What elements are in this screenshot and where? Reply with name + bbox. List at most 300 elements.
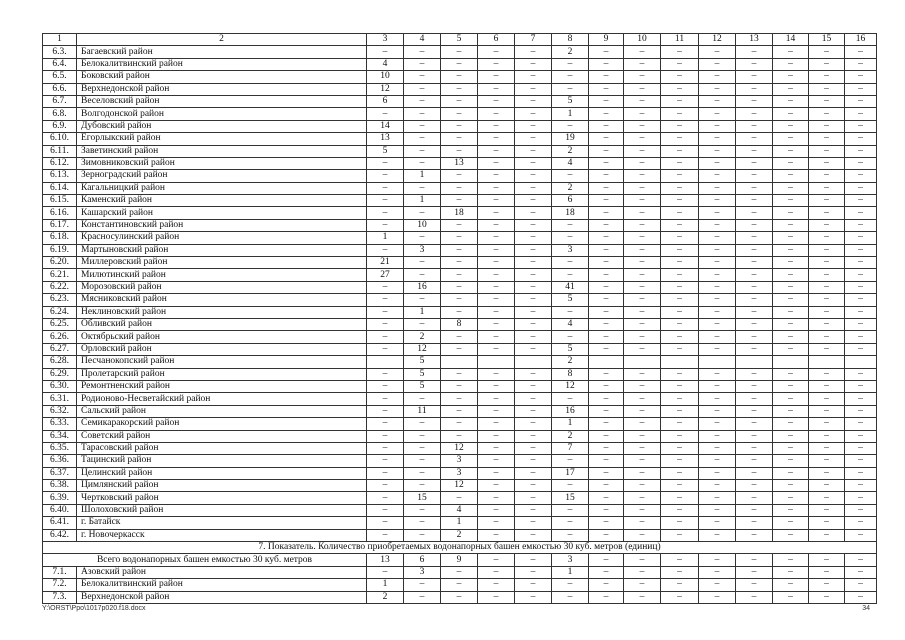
table-cell: – — [552, 579, 589, 591]
table-cell: – — [699, 108, 736, 120]
table-cell: – — [624, 517, 661, 529]
table-cell: – — [515, 244, 552, 256]
table-cell: – — [809, 257, 845, 269]
table-cell: 11 — [404, 405, 441, 417]
table-cell: – — [736, 566, 773, 578]
table-cell: – — [809, 182, 845, 194]
table-cell: – — [699, 269, 736, 281]
table-cell: Каменский район — [77, 195, 367, 207]
table-row — [43, 269, 877, 281]
table-cell: Неклиновский район — [77, 306, 367, 318]
table-cell: – — [661, 95, 699, 107]
table-cell: – — [736, 480, 773, 492]
table-cell: – — [624, 492, 661, 504]
table-cell: – — [845, 380, 877, 392]
table-cell: – — [589, 579, 624, 591]
table-cell: 18 — [441, 207, 478, 219]
table-cell: 9 — [589, 34, 624, 46]
table-cell: – — [624, 430, 661, 442]
table-cell: 6.34. — [43, 430, 77, 442]
table-cell: – — [736, 504, 773, 516]
table-cell: – — [515, 58, 552, 70]
table-cell: Константиновский район — [77, 219, 367, 231]
table-cell: – — [699, 566, 736, 578]
table-row — [43, 257, 877, 269]
header-row — [43, 34, 877, 46]
table-cell: – — [845, 182, 877, 194]
table-cell: – — [589, 467, 624, 479]
table-cell: 6.41. — [43, 517, 77, 529]
table-cell: – — [404, 46, 441, 58]
table-cell: – — [661, 120, 699, 132]
table-cell: – — [845, 83, 877, 95]
table-cell: – — [845, 170, 877, 182]
table-cell: – — [589, 306, 624, 318]
table-cell: – — [809, 108, 845, 120]
table-cell: – — [736, 207, 773, 219]
table-cell: – — [736, 83, 773, 95]
table-cell: 5 — [404, 356, 441, 368]
table-cell — [589, 356, 624, 368]
table-cell: – — [661, 566, 699, 578]
table-cell: – — [404, 58, 441, 70]
table-cell: – — [809, 46, 845, 58]
table-cell: – — [589, 480, 624, 492]
table-cell: – — [478, 71, 515, 83]
table-cell: – — [478, 281, 515, 293]
table-cell: – — [699, 95, 736, 107]
table-cell: – — [478, 504, 515, 516]
table-cell: – — [478, 244, 515, 256]
table-cell: – — [515, 318, 552, 330]
table-cell — [773, 356, 809, 368]
table-cell: – — [367, 529, 404, 541]
table-cell: – — [441, 430, 478, 442]
table-cell: – — [736, 306, 773, 318]
table-cell: – — [441, 195, 478, 207]
table-cell — [515, 356, 552, 368]
table-cell: 9 — [441, 554, 478, 566]
table-cell: 1 — [404, 306, 441, 318]
table-cell: – — [624, 442, 661, 454]
table-cell: – — [367, 504, 404, 516]
table-cell: – — [845, 219, 877, 231]
table-cell: 6.29. — [43, 368, 77, 380]
table-cell: – — [589, 430, 624, 442]
table-cell: – — [624, 318, 661, 330]
table-cell: 11 — [661, 34, 699, 46]
table-cell: – — [478, 219, 515, 231]
table-cell: – — [699, 157, 736, 169]
table-cell: 12 — [441, 480, 478, 492]
table-cell: – — [552, 170, 589, 182]
table-cell: – — [478, 108, 515, 120]
section-title: 7. Показатель. Количество приобретаемых водонапорных башен емкостью 30 куб. метров (единиц) — [43, 542, 877, 554]
table-cell: – — [404, 120, 441, 132]
table-cell: – — [624, 331, 661, 343]
table-cell: – — [809, 232, 845, 244]
table-cell: – — [367, 170, 404, 182]
table-cell: – — [773, 566, 809, 578]
table-cell: – — [736, 579, 773, 591]
table-cell: 13 — [367, 133, 404, 145]
table-cell: – — [478, 368, 515, 380]
table-cell: – — [589, 71, 624, 83]
table-cell: Белокалитвинский район — [77, 579, 367, 591]
table-cell: – — [809, 480, 845, 492]
table-cell: – — [773, 257, 809, 269]
table-cell: – — [661, 170, 699, 182]
table-cell: – — [624, 133, 661, 145]
table-cell: – — [515, 46, 552, 58]
table-cell: – — [845, 442, 877, 454]
table-cell: – — [589, 455, 624, 467]
table-cell: – — [515, 83, 552, 95]
table-cell: 4 — [367, 58, 404, 70]
table-cell: 6.14. — [43, 182, 77, 194]
table-cell: – — [589, 554, 624, 566]
table-cell: – — [699, 244, 736, 256]
table-cell: – — [845, 455, 877, 467]
table-cell: – — [736, 331, 773, 343]
table-cell: – — [515, 294, 552, 306]
table-cell: – — [661, 219, 699, 231]
table-cell: – — [773, 393, 809, 405]
table-cell: – — [699, 281, 736, 293]
table-cell: – — [515, 306, 552, 318]
table-cell: – — [773, 232, 809, 244]
table-cell: – — [478, 393, 515, 405]
table-cell: 6.13. — [43, 170, 77, 182]
table-row — [43, 46, 877, 58]
table-cell: 1 — [552, 566, 589, 578]
table-cell: Обливский район — [77, 318, 367, 330]
table-cell: – — [367, 294, 404, 306]
table-cell: – — [478, 430, 515, 442]
table-cell: – — [661, 108, 699, 120]
table-cell: – — [515, 182, 552, 194]
table-cell: – — [441, 368, 478, 380]
table-cell: Белокалитвинский район — [77, 58, 367, 70]
table-cell: – — [515, 108, 552, 120]
data-table — [42, 33, 877, 604]
table-cell: – — [845, 58, 877, 70]
table-cell: – — [515, 504, 552, 516]
table-cell: – — [845, 281, 877, 293]
table-cell: – — [845, 195, 877, 207]
table-cell: – — [699, 207, 736, 219]
table-cell: – — [404, 257, 441, 269]
table-cell: 6.6. — [43, 83, 77, 95]
table-row — [43, 318, 877, 330]
table-cell: – — [809, 442, 845, 454]
table-cell: – — [624, 157, 661, 169]
table-cell: – — [478, 591, 515, 603]
table-cell: – — [478, 554, 515, 566]
table-cell: – — [589, 58, 624, 70]
table-cell: – — [367, 455, 404, 467]
table-row — [43, 343, 877, 355]
table-cell: – — [809, 318, 845, 330]
table-cell: 1 — [367, 579, 404, 591]
table-cell: – — [441, 281, 478, 293]
table-cell: – — [624, 46, 661, 58]
table-cell: 12 — [552, 380, 589, 392]
table-cell: Кашарский район — [77, 207, 367, 219]
table-cell: – — [845, 529, 877, 541]
table-cell: 6.28. — [43, 356, 77, 368]
table-cell: – — [367, 244, 404, 256]
table-cell: – — [699, 257, 736, 269]
table-cell: Октябрьский район — [77, 331, 367, 343]
table-cell: – — [367, 405, 404, 417]
table-cell: – — [773, 157, 809, 169]
table-row — [43, 281, 877, 293]
table-cell: Верхнедонской район — [77, 83, 367, 95]
table-cell: – — [404, 145, 441, 157]
table-cell: – — [736, 120, 773, 132]
table-cell: – — [661, 418, 699, 430]
table-cell: – — [478, 157, 515, 169]
table-cell: – — [478, 318, 515, 330]
table-cell: – — [478, 467, 515, 479]
table-cell: – — [589, 281, 624, 293]
table-row — [43, 529, 877, 541]
table-cell: – — [736, 257, 773, 269]
table-cell: – — [441, 232, 478, 244]
table-row — [43, 566, 877, 578]
table-cell: Зерноградский район — [77, 170, 367, 182]
table-cell: 8 — [552, 368, 589, 380]
table-cell: – — [515, 467, 552, 479]
table-cell: – — [624, 58, 661, 70]
table-cell: – — [624, 529, 661, 541]
table-cell: – — [589, 492, 624, 504]
table-cell: Тацинский район — [77, 455, 367, 467]
table-cell: – — [515, 71, 552, 83]
table-cell: – — [809, 529, 845, 541]
table-cell: – — [699, 455, 736, 467]
table-cell: Родионово-Несветайский район — [77, 393, 367, 405]
table-cell: 3 — [552, 554, 589, 566]
table-cell: – — [661, 442, 699, 454]
table-cell: Боковский район — [77, 71, 367, 83]
table-cell: 3 — [404, 244, 441, 256]
table-cell: – — [624, 95, 661, 107]
table-row — [43, 58, 877, 70]
table-cell: – — [661, 182, 699, 194]
table-cell: 6.36. — [43, 455, 77, 467]
table-cell: 5 — [367, 145, 404, 157]
table-cell: 10 — [624, 34, 661, 46]
table-cell: – — [773, 504, 809, 516]
file-path: Y:\ORST\Ppo\1017p020.f18.docx — [42, 605, 146, 612]
table-cell: 12 — [441, 442, 478, 454]
table-cell: – — [367, 306, 404, 318]
table-cell: – — [441, 380, 478, 392]
table-cell: – — [515, 368, 552, 380]
table-cell: – — [845, 579, 877, 591]
table-cell: – — [441, 591, 478, 603]
table-cell: – — [589, 393, 624, 405]
table-cell: – — [441, 418, 478, 430]
table-cell: – — [699, 182, 736, 194]
table-cell: – — [845, 269, 877, 281]
table-cell: 5 — [404, 380, 441, 392]
table-cell: 27 — [367, 269, 404, 281]
table-row — [43, 71, 877, 83]
table-cell: 15 — [552, 492, 589, 504]
table-cell: – — [515, 579, 552, 591]
table-cell: – — [736, 455, 773, 467]
table-row — [43, 331, 877, 343]
table-cell: – — [478, 195, 515, 207]
table-cell: – — [699, 71, 736, 83]
table-cell: 4 — [552, 157, 589, 169]
table-cell: – — [809, 343, 845, 355]
table-cell: – — [515, 257, 552, 269]
table-cell: – — [809, 467, 845, 479]
table-cell: – — [624, 504, 661, 516]
table-cell: – — [845, 306, 877, 318]
table-cell: – — [809, 120, 845, 132]
table-row — [43, 108, 877, 120]
table-cell: Веселовский район — [77, 95, 367, 107]
table-cell: – — [809, 517, 845, 529]
table-cell: – — [736, 281, 773, 293]
table-cell: – — [661, 492, 699, 504]
table-cell: – — [773, 207, 809, 219]
table-cell: – — [773, 95, 809, 107]
table-cell: – — [845, 145, 877, 157]
table-cell: – — [404, 418, 441, 430]
table-cell: – — [773, 281, 809, 293]
table-cell: – — [773, 343, 809, 355]
table-cell: 6.4. — [43, 58, 77, 70]
table-cell: 1 — [552, 108, 589, 120]
table-cell: – — [736, 554, 773, 566]
table-cell: 6.5. — [43, 71, 77, 83]
table-cell: – — [624, 418, 661, 430]
table-cell: – — [441, 306, 478, 318]
table-cell: 13 — [367, 554, 404, 566]
table-cell: – — [809, 579, 845, 591]
table-row — [43, 232, 877, 244]
total-label: Всего водонапорных башен емкостью 30 куб. метров — [43, 554, 367, 566]
table-cell: – — [552, 480, 589, 492]
table-cell: 5 — [552, 95, 589, 107]
table-cell: – — [367, 418, 404, 430]
table-cell: – — [589, 195, 624, 207]
table-cell: – — [699, 380, 736, 392]
table-cell: – — [589, 318, 624, 330]
table-row — [43, 145, 877, 157]
table-cell: – — [773, 145, 809, 157]
table-cell: – — [773, 182, 809, 194]
table-cell: – — [515, 145, 552, 157]
table-cell: – — [661, 343, 699, 355]
table-cell: – — [441, 219, 478, 231]
table-cell: – — [367, 182, 404, 194]
table-cell: – — [367, 207, 404, 219]
table-cell: – — [773, 405, 809, 417]
table-cell: – — [367, 566, 404, 578]
table-cell: – — [515, 430, 552, 442]
table-cell: – — [773, 418, 809, 430]
table-row — [43, 492, 877, 504]
table-row — [43, 157, 877, 169]
table-cell: Миллеровский район — [77, 257, 367, 269]
table-cell: – — [624, 467, 661, 479]
table-cell: – — [845, 244, 877, 256]
table-cell — [699, 356, 736, 368]
table-cell: – — [552, 517, 589, 529]
table-cell — [624, 356, 661, 368]
section-row — [43, 542, 877, 554]
table-cell: – — [661, 71, 699, 83]
table-cell: – — [441, 244, 478, 256]
table-cell: – — [589, 380, 624, 392]
table-cell: – — [661, 257, 699, 269]
table-cell: Цимлянский район — [77, 480, 367, 492]
table-cell: – — [661, 455, 699, 467]
table-cell: – — [552, 504, 589, 516]
table-cell: Целинский район — [77, 467, 367, 479]
table-cell: – — [589, 368, 624, 380]
table-cell: 6.24. — [43, 306, 77, 318]
table-cell: 6.39. — [43, 492, 77, 504]
table-cell: – — [699, 554, 736, 566]
table-cell: – — [404, 318, 441, 330]
table-cell: – — [589, 157, 624, 169]
table-cell: – — [478, 492, 515, 504]
table-cell: – — [478, 257, 515, 269]
table-row — [43, 380, 877, 392]
table-cell: – — [699, 58, 736, 70]
table-cell: – — [552, 331, 589, 343]
table-cell: – — [773, 219, 809, 231]
table-cell: – — [845, 393, 877, 405]
table-cell: – — [624, 368, 661, 380]
table-cell: Чертковский район — [77, 492, 367, 504]
table-cell: – — [661, 145, 699, 157]
table-cell: 17 — [552, 467, 589, 479]
table-cell: – — [699, 219, 736, 231]
table-cell: – — [809, 554, 845, 566]
table-cell: – — [736, 46, 773, 58]
table-cell: – — [478, 145, 515, 157]
table-cell: – — [773, 442, 809, 454]
table-cell: – — [478, 58, 515, 70]
table-cell: – — [404, 108, 441, 120]
table-cell: – — [736, 591, 773, 603]
table-cell: 1 — [441, 517, 478, 529]
table-cell: 10 — [367, 71, 404, 83]
table-cell: – — [624, 591, 661, 603]
table-cell: 6.8. — [43, 108, 77, 120]
table-cell: – — [441, 71, 478, 83]
table-cell: – — [661, 517, 699, 529]
table-cell: 6.42. — [43, 529, 77, 541]
table-cell: – — [699, 120, 736, 132]
table-cell: – — [773, 554, 809, 566]
table-cell: – — [736, 232, 773, 244]
table-cell: – — [736, 418, 773, 430]
table-cell: 8 — [441, 318, 478, 330]
table-cell: – — [404, 442, 441, 454]
table-cell — [661, 356, 699, 368]
table-cell: 12 — [404, 343, 441, 355]
